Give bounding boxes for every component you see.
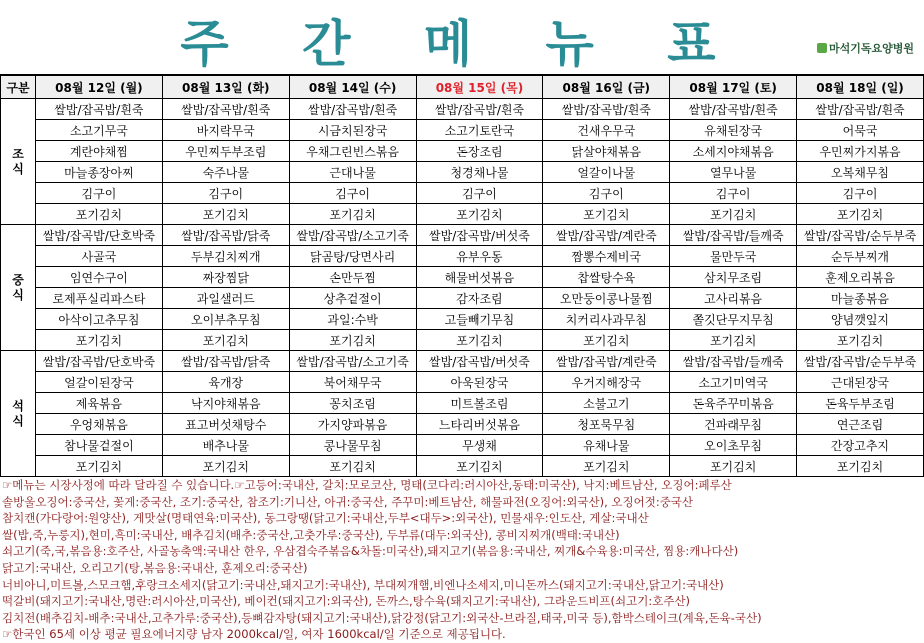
note-line: 참치캔(가다랑어:원양산), 게맛살(명태연육:미국산), 동그랑땡(닭고기:국내산,두부<대두>:외국산), 민물새우:인도산, 게살:국내산	[2, 511, 649, 526]
meal-label-char: 식	[12, 161, 24, 176]
menu-cell: 우민찌가지볶음	[797, 141, 924, 162]
menu-body	[1, 99, 924, 477]
menu-cell: 표고버섯채탕수	[162, 414, 289, 435]
menu-cell: 쫄깃단무지무침	[670, 309, 797, 330]
menu-cell: 우민찌두부조림	[162, 141, 289, 162]
menu-cell: 포기김치	[162, 204, 289, 225]
menu-cell: 김구이	[543, 183, 670, 204]
menu-cell: 시금치된장국	[289, 120, 416, 141]
menu-row	[1, 288, 924, 309]
menu-cell: 삼치무조림	[670, 267, 797, 288]
menu-cell: 포기김치	[416, 330, 543, 351]
menu-cell: 짜장찜닭	[162, 267, 289, 288]
menu-cell: 쌀밥/잡곡밥/들깨죽	[670, 351, 797, 372]
menu-cell: 돈장조림	[416, 141, 543, 162]
day-header: 08월 13일 (화)	[162, 76, 289, 99]
menu-cell: 쌀밥/잡곡밥/버섯죽	[416, 351, 543, 372]
menu-cell: 돈육두부조림	[797, 393, 924, 414]
menu-cell: 소불고기	[543, 393, 670, 414]
menu-cell: 쌀밥/잡곡밥/흰죽	[416, 99, 543, 120]
menu-cell: 오이초무침	[670, 435, 797, 456]
menu-cell: 포기김치	[797, 204, 924, 225]
menu-row	[1, 225, 924, 246]
menu-cell: 쌀밥/잡곡밥/닭죽	[162, 225, 289, 246]
menu-cell: 쌀밥/잡곡밥/단호박죽	[36, 351, 163, 372]
menu-row	[1, 330, 924, 351]
day-header: 08월 14일 (수)	[289, 76, 416, 99]
menu-cell: 건새우무국	[543, 120, 670, 141]
menu-cell: 오만둥이콩나물찜	[543, 288, 670, 309]
note-line: 쌀(밥,죽,누룽지),현미,흑미:국내산, 배추김치(배추:중국산,고춧가루:중국산), 두부류(대두:외국산), 콩비지찌개(백태:국내산)	[2, 527, 620, 542]
menu-cell: 순두부찌개	[797, 246, 924, 267]
menu-cell: 닭살야채볶음	[543, 141, 670, 162]
menu-cell: 포기김치	[797, 330, 924, 351]
menu-row	[1, 393, 924, 414]
menu-cell: 고들빼기무침	[416, 309, 543, 330]
meal-label-char: 중	[12, 272, 24, 287]
day-header-row	[1, 76, 924, 99]
menu-cell: 유부우동	[416, 246, 543, 267]
menu-row	[1, 267, 924, 288]
menu-cell: 느타리버섯볶음	[416, 414, 543, 435]
menu-cell: 포기김치	[797, 456, 924, 477]
note-line: ☞한국인 65세 이상 평균 필요에너지량 남자 2000kcal/일, 여자 1600kcal/일 기준으로 제공됩니다.	[2, 627, 506, 642]
note-line: 김치전(배추김치-배추:국내산,고추가루:중국산),등뼈감자탕(돼지고기:국내산),닭강정(닭고기:외국산-브라질,태국,미국 등),함박스테이크(계육,돈육-국산)	[2, 610, 762, 625]
menu-cell: 아삭이고추무침	[36, 309, 163, 330]
meal-label-char: 석	[12, 398, 24, 413]
menu-cell: 쌀밥/잡곡밥/순두부죽	[797, 351, 924, 372]
menu-cell: 과일:수박	[289, 309, 416, 330]
menu-cell: 오이부추무침	[162, 309, 289, 330]
menu-cell: 오복채무침	[797, 162, 924, 183]
menu-cell: 쌀밥/잡곡밥/계란죽	[543, 225, 670, 246]
menu-cell: 해물버섯볶음	[416, 267, 543, 288]
menu-cell: 고사리볶음	[670, 288, 797, 309]
meal-label-char: 식	[12, 413, 24, 428]
menu-cell: 포기김치	[36, 456, 163, 477]
menu-cell: 포기김치	[289, 330, 416, 351]
menu-cell: 연근조림	[797, 414, 924, 435]
menu-cell: 우채그린빈스볶음	[289, 141, 416, 162]
menu-cell: 낙지야채볶음	[162, 393, 289, 414]
menu-cell: 쌀밥/잡곡밥/들깨죽	[670, 225, 797, 246]
menu-cell: 쌀밥/잡곡밥/소고기죽	[289, 351, 416, 372]
menu-cell: 포기김치	[670, 330, 797, 351]
menu-cell: 쌀밥/잡곡밥/흰죽	[543, 99, 670, 120]
menu-cell: 포기김치	[416, 456, 543, 477]
menu-cell: 얼갈이된장국	[36, 372, 163, 393]
menu-cell: 쌀밥/잡곡밥/흰죽	[36, 99, 163, 120]
menu-row	[1, 141, 924, 162]
menu-row	[1, 246, 924, 267]
menu-cell: 육개장	[162, 372, 289, 393]
menu-cell: 상추겉절이	[289, 288, 416, 309]
day-header: 08월 12일 (월)	[36, 76, 163, 99]
menu-cell: 꽁치조림	[289, 393, 416, 414]
menu-cell: 닭곰탕/당면사리	[289, 246, 416, 267]
menu-cell: 포기김치	[416, 204, 543, 225]
menu-cell: 우엉채볶음	[36, 414, 163, 435]
menu-cell: 양념깻잎지	[797, 309, 924, 330]
menu-row	[1, 309, 924, 330]
menu-cell: 쌀밥/잡곡밥/흰죽	[162, 99, 289, 120]
logo-text: 마석기독요양병원	[828, 42, 914, 55]
menu-cell: 열무나물	[670, 162, 797, 183]
menu-cell: 어묵국	[797, 120, 924, 141]
menu-cell: 쌀밥/잡곡밥/닭죽	[162, 351, 289, 372]
menu-cell: 로제푸실리파스타	[36, 288, 163, 309]
menu-cell: 마늘종볶음	[797, 288, 924, 309]
menu-table	[0, 75, 924, 477]
menu-cell: 제육볶음	[36, 393, 163, 414]
menu-cell: 가지양파볶음	[289, 414, 416, 435]
menu-cell: 쌀밥/잡곡밥/소고기죽	[289, 225, 416, 246]
menu-cell: 손만두찜	[289, 267, 416, 288]
menu-cell: 찹쌀탕수육	[543, 267, 670, 288]
menu-cell: 근대된장국	[797, 372, 924, 393]
menu-cell: 소고기미역국	[670, 372, 797, 393]
header	[0, 0, 924, 75]
menu-cell: 쌀밥/잡곡밥/버섯죽	[416, 225, 543, 246]
menu-cell: 돈육주꾸미볶음	[670, 393, 797, 414]
menu-row	[1, 162, 924, 183]
day-header-holiday: 08월 15일 (목)	[416, 76, 543, 99]
header-label: 구분	[1, 76, 36, 99]
menu-cell: 김구이	[416, 183, 543, 204]
leaf-icon	[817, 43, 827, 53]
menu-cell: 건파래무침	[670, 414, 797, 435]
menu-row	[1, 351, 924, 372]
menu-cell: 포기김치	[543, 204, 670, 225]
menu-row	[1, 435, 924, 456]
menu-cell: 김구이	[289, 183, 416, 204]
menu-cell: 배추나물	[162, 435, 289, 456]
menu-cell: 아욱된장국	[416, 372, 543, 393]
menu-cell: 바지락무국	[162, 120, 289, 141]
menu-row	[1, 99, 924, 120]
menu-cell: 간장고추지	[797, 435, 924, 456]
menu-cell: 얼갈이나물	[543, 162, 670, 183]
menu-cell: 청경채나물	[416, 162, 543, 183]
note-line: 떡갈비(돼지고기:국내산,명란:러시아산,미국산), 베이컨(돼지고기:외국산), 돈까스,탕수육(돼지고기:국내산), 그라운드비프(쇠고기:호주산)	[2, 594, 691, 609]
menu-cell: 쌀밥/잡곡밥/흰죽	[670, 99, 797, 120]
hospital-logo	[817, 40, 914, 56]
meal-label-char: 식	[12, 287, 24, 302]
menu-cell: 소세지야채볶음	[670, 141, 797, 162]
menu-cell: 포기김치	[36, 330, 163, 351]
menu-cell: 포기김치	[36, 204, 163, 225]
menu-cell: 사골국	[36, 246, 163, 267]
menu-row	[1, 414, 924, 435]
menu-cell: 숙주나물	[162, 162, 289, 183]
day-header: 08월 18일 (일)	[797, 76, 924, 99]
note-line: 너비아니,미트볼,스모크햄,후랑크소세지(닭고기:국내산,돼지고기:국내산), 부대찌개햄,비엔나소세지,미니돈까스(돼지고기:국내산,닭고기:국내산)	[2, 577, 724, 592]
menu-cell: 무생채	[416, 435, 543, 456]
menu-cell: 치커리사과무침	[543, 309, 670, 330]
menu-cell: 감자조림	[416, 288, 543, 309]
menu-cell: 짬뽕수제비국	[543, 246, 670, 267]
menu-cell: 포기김치	[543, 330, 670, 351]
menu-row	[1, 204, 924, 225]
menu-cell: 우거지해장국	[543, 372, 670, 393]
note-line: 쇠고기(죽,국,볶음용:호주산, 사골농축액:국내산 한우, 우삼겹숙주볶음&차돌:미국산),돼지고기(볶음용:국내산, 찌개&수육용:미국산, 찜용:캐나다산)	[2, 544, 739, 559]
meal-label	[1, 351, 36, 477]
menu-cell: 쌀밥/잡곡밥/계란죽	[543, 351, 670, 372]
day-header: 08월 16일 (금)	[543, 76, 670, 99]
menu-cell: 포기김치	[289, 456, 416, 477]
menu-cell: 유채된장국	[670, 120, 797, 141]
menu-cell: 유채나물	[543, 435, 670, 456]
origin-notes	[0, 477, 924, 643]
menu-cell: 소고기토란국	[416, 120, 543, 141]
menu-cell: 북어채무국	[289, 372, 416, 393]
menu-cell: 참나물겉절이	[36, 435, 163, 456]
menu-cell: 김구이	[797, 183, 924, 204]
menu-cell: 쌀밥/잡곡밥/단호박죽	[36, 225, 163, 246]
page-title: 주 간 메 뉴 표	[180, 15, 744, 73]
menu-cell: 미트볼조림	[416, 393, 543, 414]
menu-cell: 포기김치	[162, 330, 289, 351]
menu-cell: 소고기무국	[36, 120, 163, 141]
meal-label-char: 조	[12, 146, 24, 161]
menu-cell: 훈제오리볶음	[797, 267, 924, 288]
menu-cell: 두부김치찌개	[162, 246, 289, 267]
menu-cell: 포기김치	[289, 204, 416, 225]
menu-cell: 포기김치	[162, 456, 289, 477]
menu-cell: 콩나물무침	[289, 435, 416, 456]
meal-label	[1, 99, 36, 225]
menu-cell: 근대나물	[289, 162, 416, 183]
meal-label	[1, 225, 36, 351]
day-header: 08월 17일 (토)	[670, 76, 797, 99]
menu-row	[1, 183, 924, 204]
menu-cell: 쌀밥/잡곡밥/흰죽	[797, 99, 924, 120]
menu-cell: 쌀밥/잡곡밥/흰죽	[289, 99, 416, 120]
menu-row	[1, 372, 924, 393]
menu-cell: 김구이	[162, 183, 289, 204]
menu-cell: 물만두국	[670, 246, 797, 267]
menu-cell: 김구이	[670, 183, 797, 204]
menu-cell: 쌀밥/잡곡밥/순두부죽	[797, 225, 924, 246]
menu-cell: 김구이	[36, 183, 163, 204]
menu-cell: 포기김치	[670, 204, 797, 225]
menu-cell: 청포묵무침	[543, 414, 670, 435]
note-line: 솔방울오징어:중국산, 꽃게:중국산, 조기:중국산, 참조기:기니산, 아귀:중국산, 주꾸미:베트남산, 해물파전(오징어:외국산), 오징어젓:중국산	[2, 494, 694, 509]
note-line: 닭고기:국내산, 오리고기(탕,볶음용:국내산, 훈제오리:중국산)	[2, 560, 308, 575]
menu-cell: 과일샐러드	[162, 288, 289, 309]
menu-row	[1, 456, 924, 477]
menu-cell: 포기김치	[543, 456, 670, 477]
menu-row	[1, 120, 924, 141]
note-line: ☞메뉴는 시장사정에 따라 달라질 수 있습니다.☞고등어:국내산, 갈치:모로코산, 명태(코다리:러시아산,동태:미국산), 낙지:베트남산, 오징어:페루산	[2, 478, 732, 492]
menu-cell: 임연수구이	[36, 267, 163, 288]
menu-cell: 계란야채찜	[36, 141, 163, 162]
menu-cell: 포기김치	[670, 456, 797, 477]
menu-cell: 마늘종장아찌	[36, 162, 163, 183]
